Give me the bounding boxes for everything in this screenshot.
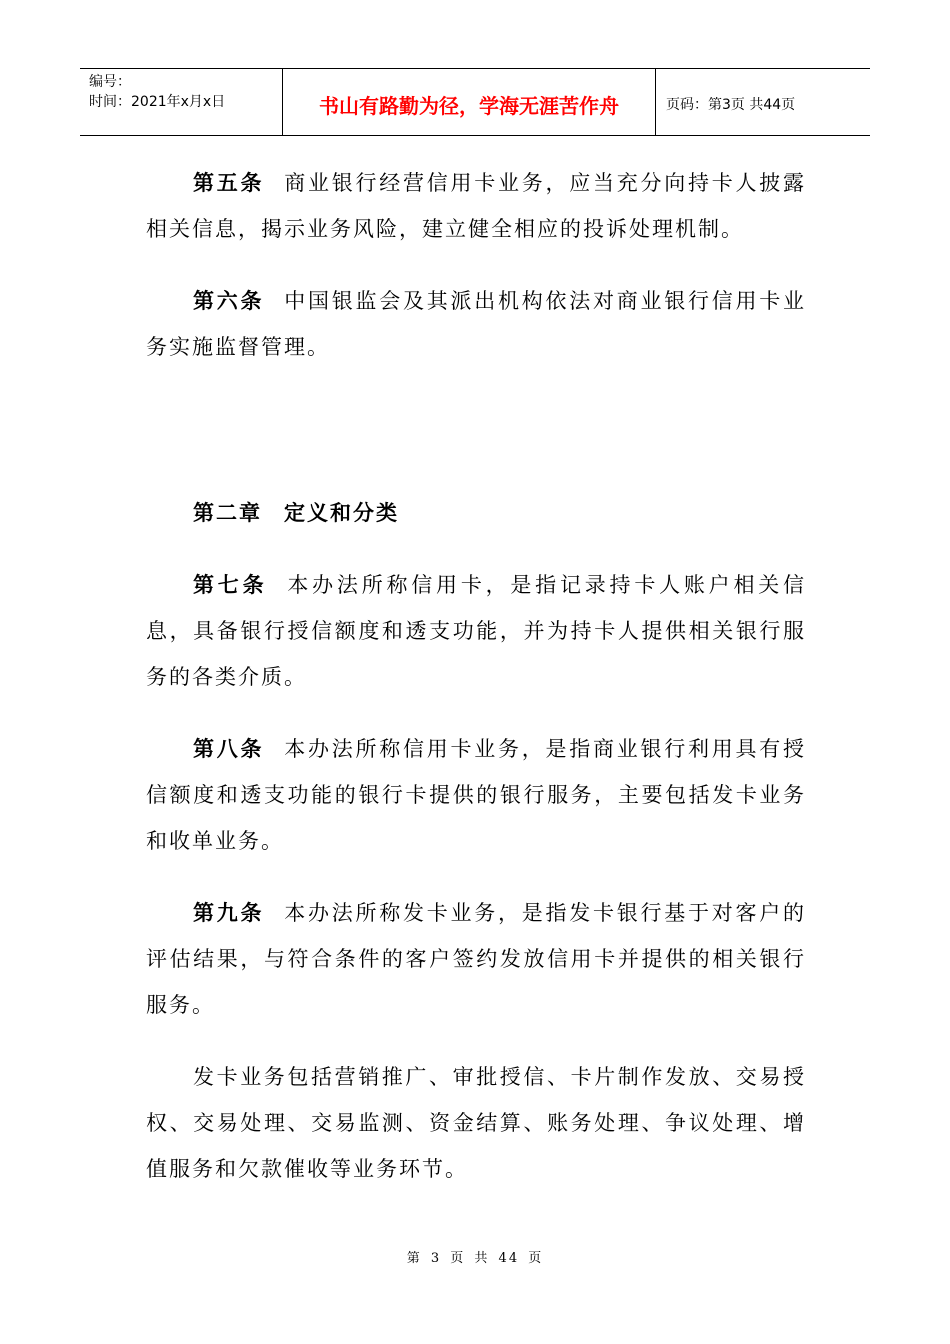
article-text: 商业银行经营信用卡业务，应当充分向持卡人披露相关信息，揭示业务风险，建立健全相应的投诉处理机制。 [146,171,806,241]
article-label: 第八条 [193,736,265,761]
chapter-heading [146,490,806,536]
article-label: 第五条 [193,170,265,195]
article-text: 本办法所称发卡业务，是指发卡银行基于对客户的评估结果，与符合条件的客户签约发放信用卡并提供的相关银行服务。 [146,901,806,1017]
document-body [146,160,806,1192]
chapter-number: 第二章 [193,500,262,525]
article-text: 中国银监会及其派出机构依法对商业银行信用卡业务实施监督管理。 [146,289,806,359]
chapter-title: 定义和分类 [284,500,399,525]
article-5 [146,160,806,252]
header-meta-cell [80,69,283,135]
number-label: 编号： [89,74,131,90]
header-page-info: 页码：第3页 共44页 [666,97,796,113]
article-label: 第九条 [193,900,265,925]
article-label: 第六条 [193,288,265,313]
article-9 [146,890,806,1028]
article-8 [146,726,806,864]
document-header [80,68,870,136]
header-motto: 书山有路勤为径，学海无涯苦作舟 [283,69,656,135]
article-text: 本办法所称信用卡，是指记录持卡人账户相关信息，具备银行授信额度和透支功能，并为持卡人提供相关银行服务的各类介质。 [146,573,807,689]
article-label: 第七条 [193,572,268,597]
article-text: 本办法所称信用卡业务，是指商业银行利用具有授信额度和透支功能的银行卡提供的银行服务，主要包括发卡业务和收单业务。 [146,737,806,853]
time-label: 时间：2021年x月x日 [89,94,226,110]
article-7 [146,562,806,700]
page-footer: 第 3 页 共 44 页 [406,1251,544,1266]
article-6 [146,278,806,370]
paragraph-issuing-process: 发卡业务包括营销推广、审批授信、卡片制作发放、交易授权、交易处理、交易监测、资金结算、账务处理、争议处理、增值服务和欠款催收等业务环节。 [146,1065,806,1181]
